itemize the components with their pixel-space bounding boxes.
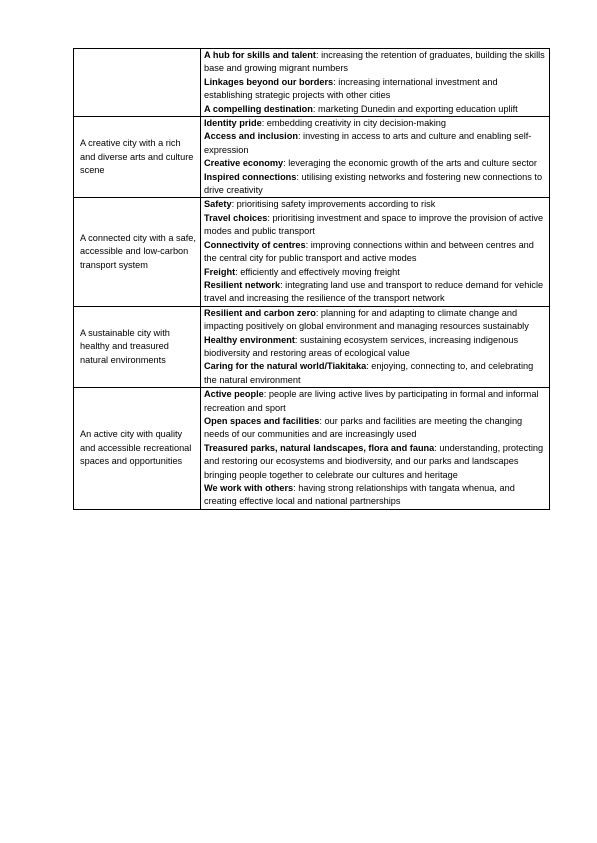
outcome-item xyxy=(204,171,546,198)
outcome-item xyxy=(204,307,546,334)
outcome-item xyxy=(204,157,546,170)
outcome-description: : prioritising investment and space to improve the provision of active modes and public transport xyxy=(204,212,544,237)
table-row xyxy=(74,306,550,387)
outcome-item xyxy=(204,198,546,211)
table-row xyxy=(74,198,550,306)
outcome-description: : our parks and facilities are meeting the changing needs of our communities and are increasingly used xyxy=(204,415,523,440)
outcome-item xyxy=(204,239,546,266)
outcome-description: : planning for and adapting to climate change and impacting positively on global environment and managing resources sustainably xyxy=(204,307,529,332)
outcome-item xyxy=(204,334,546,361)
outcomes-cell xyxy=(201,388,550,510)
goal-cell xyxy=(74,306,201,387)
outcome-description: : increasing international investment and establishing strategic projects with other cities xyxy=(204,76,498,101)
outcome-description: : prioritising safety improvements according to risk xyxy=(231,199,436,210)
outcome-title: Identity pride xyxy=(204,118,262,129)
outcome-title: Access and inclusion xyxy=(204,131,298,142)
outcome-item xyxy=(204,442,546,482)
outcome-description: : efficiently and effectively moving freight xyxy=(235,266,400,277)
outcome-description: : integrating land use and transport to reduce demand for vehicle travel and increasing the resilience of the transport network xyxy=(204,279,544,304)
outcome-title: Safety xyxy=(204,199,232,210)
outcome-title: Caring for the natural world/Tiakitaka xyxy=(204,361,367,372)
goal-text: A sustainable city with healthy and treasured natural environments xyxy=(80,327,170,365)
outcome-title: Resilient network xyxy=(204,279,281,290)
goal-text: A connected city with a safe, accessible and low-carbon transport system xyxy=(80,232,196,270)
outcomes-cell xyxy=(201,306,550,387)
outcome-item xyxy=(204,266,546,279)
outcome-title: Travel choices xyxy=(204,212,268,223)
outcome-title: Open spaces and facilities xyxy=(204,415,320,426)
outcome-title: We work with others xyxy=(204,483,294,493)
outcome-item xyxy=(204,279,546,306)
outcome-description: : sustaining ecosystem services, increasing indigenous biodiversity and restoring areas of ecological value xyxy=(204,334,519,358)
outcomes-cell xyxy=(201,198,550,306)
outcomes-cell xyxy=(201,117,550,198)
outcome-description: : enjoying, connecting to, and celebrating the natural environment xyxy=(204,361,534,385)
outcome-title: Connectivity of centres xyxy=(204,239,306,250)
outcome-title: Inspired connections xyxy=(204,171,297,182)
table-row xyxy=(74,49,550,117)
outcome-title: Healthy environment xyxy=(204,334,295,345)
outcome-description: : understanding, protecting and restoring our ecosystems and biodiversity, and our parks and landscapes bringing people together to celebrate our cultures and heritage xyxy=(204,442,544,480)
goals-table-body xyxy=(74,49,550,510)
outcome-title: A compelling destination xyxy=(204,103,313,114)
goal-cell xyxy=(74,49,201,117)
outcome-item xyxy=(204,360,546,387)
outcome-description: : increasing the retention of graduates, building the skills base and growing migrant numbers xyxy=(204,50,545,74)
goal-cell xyxy=(74,388,201,510)
outcome-title: Treasured parks, natural landscapes, flora and fauna xyxy=(204,442,435,453)
outcome-item xyxy=(204,482,546,509)
goal-text: An active city with quality and accessible recreational spaces and opportunities xyxy=(80,429,192,467)
outcome-title: Linkages beyond our borders xyxy=(204,76,334,87)
outcome-description: : embedding creativity in city decision-making xyxy=(261,118,447,129)
outcome-description: : marketing Dunedin and exporting education uplift xyxy=(312,103,518,114)
table-row xyxy=(74,117,550,198)
outcome-description: : utilising existing networks and fostering new connections to drive creativity xyxy=(204,171,543,196)
outcome-title: Freight xyxy=(204,266,236,277)
outcome-item xyxy=(204,103,546,116)
outcome-description: : having strong relationships with tangata whenua, and creating effective local and national partnerships xyxy=(204,483,515,507)
outcome-description: : investing in access to arts and culture and enabling self-expression xyxy=(204,131,532,155)
outcome-title: Resilient and carbon zero xyxy=(204,307,316,318)
goal-cell xyxy=(74,198,201,306)
outcome-title: A hub for skills and talent xyxy=(204,50,316,60)
outcome-item xyxy=(204,415,546,442)
strategy-goals-table xyxy=(73,48,550,510)
outcome-item xyxy=(204,212,546,239)
outcome-description: : people are living active lives by participating in formal and informal recreation and sport xyxy=(204,389,539,413)
outcome-description: : leveraging the economic growth of the arts and culture sector xyxy=(283,158,537,169)
outcome-title: Creative economy xyxy=(204,158,284,169)
outcome-item xyxy=(204,130,546,157)
table-row xyxy=(74,388,550,510)
goal-text: A creative city with a rich and diverse arts and culture scene xyxy=(80,138,194,175)
outcome-title: Active people xyxy=(204,389,264,400)
outcomes-cell xyxy=(201,49,550,117)
outcome-item xyxy=(204,49,546,76)
outcome-description: : improving connections within and between centres and the central city for public transport and active modes xyxy=(204,239,534,264)
outcome-item xyxy=(204,117,546,130)
outcome-item xyxy=(204,388,546,415)
goal-cell xyxy=(74,117,201,198)
outcome-item xyxy=(204,76,546,103)
